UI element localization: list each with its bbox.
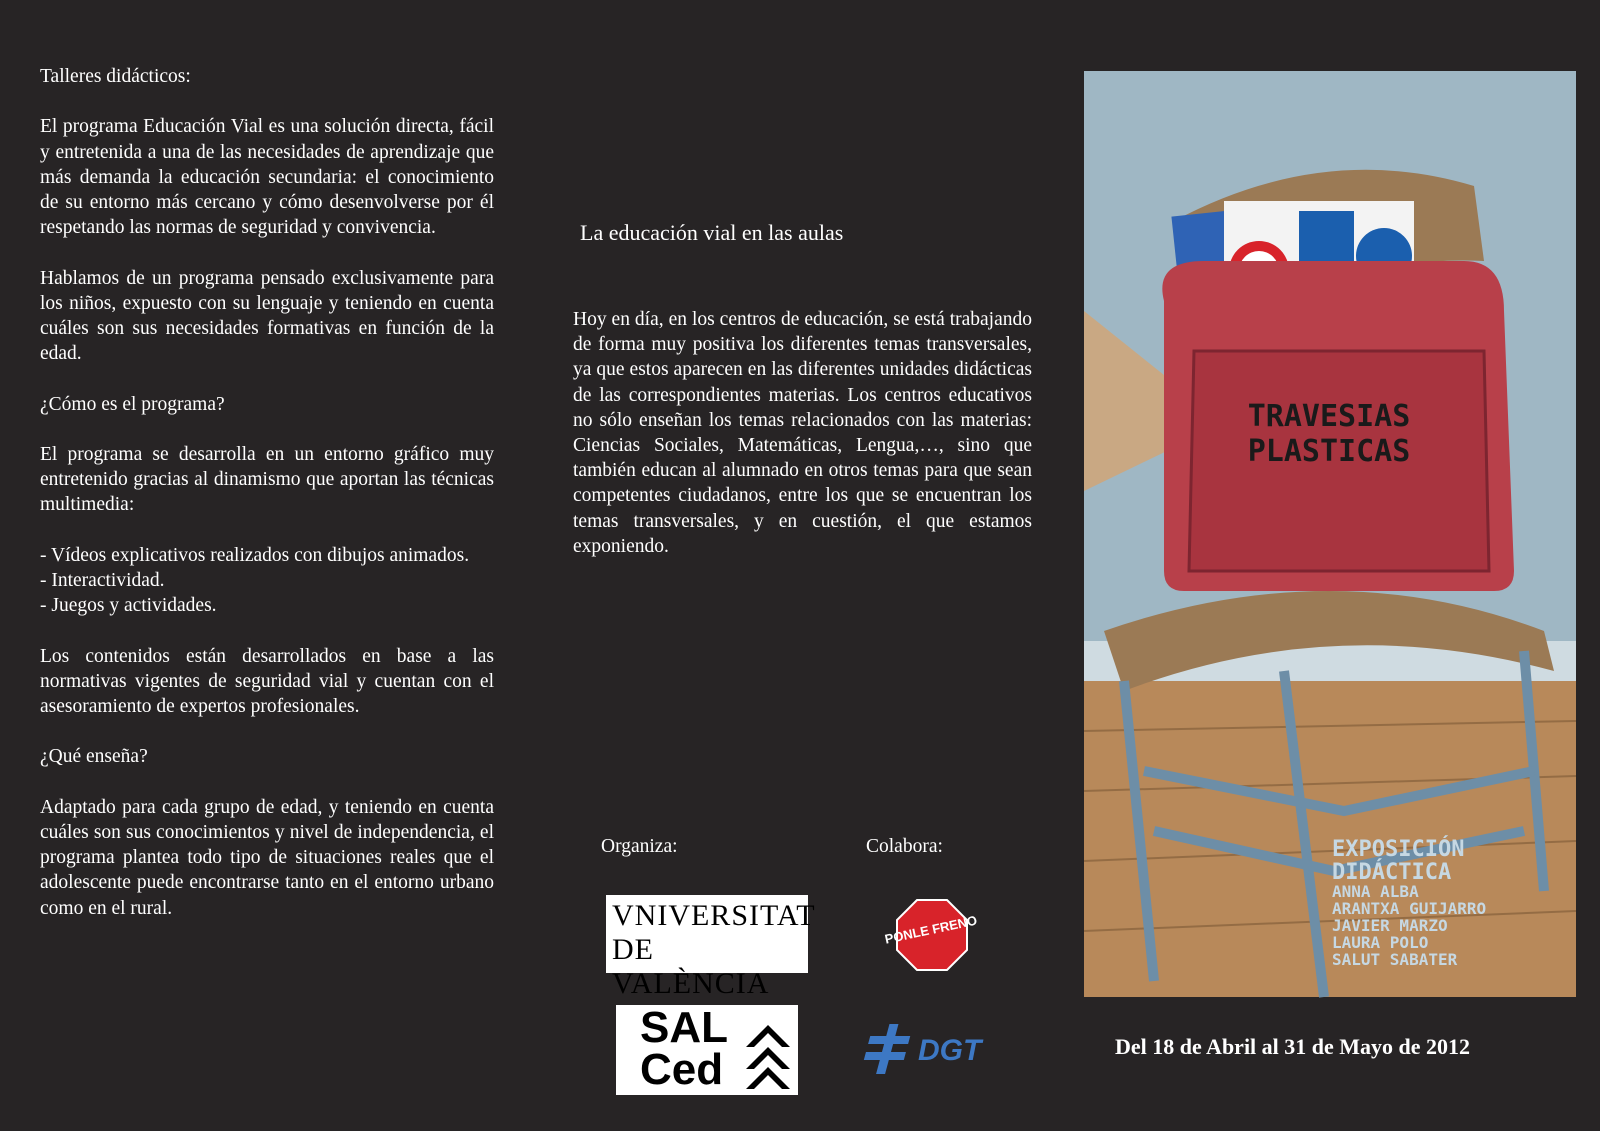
contents-paragraph: Los contenidos están desarrollados en base a las normativas vigentes de seguridad vial y cuentan con el asesoramiento de expertos profesionales. xyxy=(40,645,494,717)
list-item: - Juegos y actividades. xyxy=(40,595,217,617)
author-name: JAVIER MARZO xyxy=(1332,916,1448,935)
list-item: - Interactividad. xyxy=(40,569,165,591)
dgt-logo xyxy=(868,1022,996,1078)
exhibition-poster xyxy=(1084,71,1576,997)
uv-line-1: VNIVERSITAT xyxy=(612,899,816,932)
poster-illustration xyxy=(1084,71,1576,997)
author-name: SALUT SABATER xyxy=(1332,950,1458,969)
dgt-text: DGT xyxy=(918,1034,982,1067)
features-list xyxy=(40,543,494,619)
salcedo-line-2: Ced xyxy=(640,1045,724,1094)
ponle-freno-text: PONLE FRENO xyxy=(883,912,979,947)
chevron-up-icon xyxy=(744,1013,792,1091)
intro-paragraph: El programa Educación Vial es una solución directa, fácil y entretenida a una de las necesidades de aprendizaje que más demanda la educación secundaria: el conocimiento de su entorno más cercano y cómo desenvolverse por él respetando las normas de seguridad y convivencia. xyxy=(40,116,494,239)
program-question-heading: ¿Cómo es el programa? xyxy=(40,393,225,415)
adapted-paragraph: Adaptado para cada grupo de edad, y teniendo en cuenta cuáles son sus conocimientos y nivel de independencia, el programa plantea todo tipo de situaciones reales que el adolescente puede encontrarse tanto en el entorno urbano como en el rural. xyxy=(40,796,494,919)
teaches-question-heading: ¿Qué enseña? xyxy=(40,746,148,768)
program-description-paragraph: El programa se desarrolla en un entorno gráfico muy entretenido gracias al dinamismo que aportan las técnicas multimedia: xyxy=(40,443,494,516)
exhibition-line-2: DIDÁCTICA xyxy=(1332,860,1452,885)
salcedo-line-1: SAL xyxy=(640,1003,728,1052)
author-name: ARANTXA GUIJARRO xyxy=(1332,899,1487,918)
ponle-freno-logo xyxy=(883,898,979,972)
middle-title: La educación vial en las aulas xyxy=(580,220,844,245)
backpack-title-line-1: TRAVESIAS xyxy=(1247,399,1411,434)
author-name: LAURA POLO xyxy=(1332,933,1429,952)
middle-body-paragraph: Hoy en día, en los centros de educación, se está trabajando de forma muy positiva los diferentes temas transversales, ya que estos aparecen en las diferentes unidades didácticas de las correspondientes materias. Los centros educativos no sólo enseñan los temas relacionados con las materias: Ciencias Sociales, Matemáticas, Lengua,…, sino que también educan al alumnado en otros temas para que sean competentes ciudadanos, entre los que se encuentran los temas transversales, y en cuestión, el que estamos exponiendo. xyxy=(573,309,1032,557)
exhibition-date: Del 18 de Abril al 31 de Mayo de 2012 xyxy=(1115,1034,1471,1059)
organiza-label: Organiza: xyxy=(601,836,678,857)
audience-paragraph: Hablamos de un programa pensado exclusivamente para los niños, expuesto con su lenguaje y teniendo en cuenta cuáles son sus necesidades formativas en función de la edad. xyxy=(40,267,494,365)
author-name: ANNA ALBA xyxy=(1332,882,1419,901)
salcedo-logo xyxy=(616,1005,798,1095)
universitat-valencia-logo xyxy=(606,895,816,1000)
workshops-heading: Talleres didácticos: xyxy=(40,66,191,87)
uv-line-2: DE VALÈNCIA xyxy=(612,933,770,1000)
colabora-label: Colabora: xyxy=(866,836,943,857)
left-column xyxy=(40,64,494,946)
list-item: - Vídeos explicativos realizados con dibujos animados. xyxy=(40,544,470,566)
backpack-title-line-2: PLASTICAS xyxy=(1247,434,1411,469)
exhibition-line-1: EXPOSICIÓN xyxy=(1332,837,1465,862)
